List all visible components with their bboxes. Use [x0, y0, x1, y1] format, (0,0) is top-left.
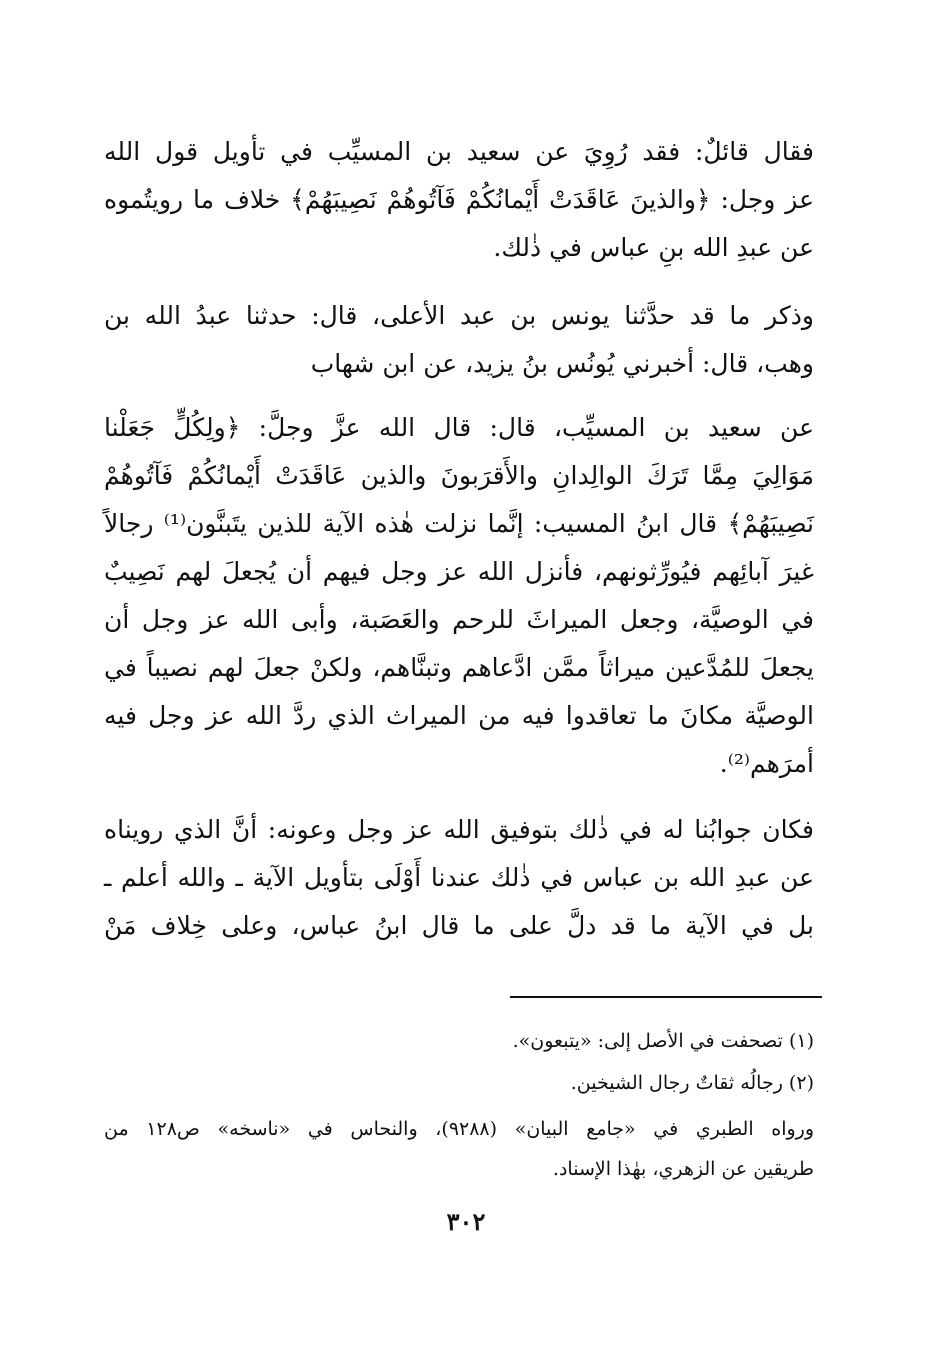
text-line: الوصيَّة مكانَ ما تعاقدوا فيه من الميراث الذي ردَّ الله عز وجل فيه [104, 701, 814, 730]
text-line: مَوَالِيَ مِمَّا تَرَكَ الوالِدانِ والأَقرَبونَ والذين عَاقَدَتْ أَيْمانُكُمْ فَآتُوهُمْ [104, 461, 814, 490]
text-line: نَصِيبَهُمْ﴾ قال ابنُ المسيب: إنَّما نزلت هٰذه الآية للذين يتَبنَّون⁽¹⁾ رجالاً [104, 509, 814, 538]
text-line: في الوصيَّة، وجعل الميراثَ للرحم والعَصَبة، وأبى الله عز وجل أن [104, 605, 814, 634]
footnote: طريقين عن الزهري، بهٰذا الإسناد. [552, 1158, 814, 1180]
text-line: أمرَهم⁽²⁾. [719, 749, 814, 778]
text-line: فقال قائلٌ: فقد رُوِيَ عن سعيد بن المسيِّب في تأويل قول الله [104, 137, 814, 166]
text-line: وذكر ما قد حدَّثنا يونس بن عبد الأعلى، قال: حدثنا عبدُ الله بن [104, 301, 814, 330]
page-number: ٣٠٢ [446, 1207, 486, 1236]
footnote: (١) تصحفت في الأصل إلى: «يتبعون». [512, 1030, 814, 1052]
text-line: غيرَ آبائِهم فيُورِّثونهم، فأنزل الله عز وجل فيهم أن يُجعلَ لهم نَصِيبٌ [104, 557, 814, 586]
text-line: بل في الآية ما قد دلَّ على ما قال ابنُ عباس، وعلى خِلاف مَنْ [104, 911, 814, 940]
footnote: ورواه الطبري في «جامع البيان» (٩٢٨٨)، والنحاس في «ناسخه» ص١٢٨ من [104, 1118, 814, 1140]
text-line: عن سعيد بن المسيِّب، قال: قال الله عزَّ وجلَّ: ﴿ولِكُلٍّ جَعَلْنا [104, 413, 814, 442]
footnote: (٢) رجالُه ثقاتٌ رجال الشيخين. [570, 1072, 814, 1094]
text-line: وهب، قال: أخبرني يُونُس بنُ يزيد، عن ابن شهاب [310, 349, 814, 378]
text-line: عن عبدِ الله بن عباس في ذٰلك عندنا أَوْلَى بتأويل الآية ـ والله أعلم ـ [104, 863, 814, 892]
text-line: يجعلَ للمُدَّعين ميراثاً ممَّن ادَّعاهم وتبنَّاهم، ولكنْ جعلَ لهم نصيباً في [104, 653, 814, 682]
text-line: فكان جوابُنا له في ذٰلك بتوفيق الله عز وجل وعونه: أنَّ الذي رويناه [104, 815, 814, 844]
text-line: عن عبدِ الله بنِ عباس في ذٰلك. [493, 233, 814, 262]
footnote-separator [510, 996, 822, 998]
text-line: عز وجل: ﴿والذينَ عَاقَدَتْ أَيْمانُكُمْ فَآتُوهُمْ نَصِيبَهُمْ﴾ خلاف ما رويتُموه [104, 185, 814, 214]
